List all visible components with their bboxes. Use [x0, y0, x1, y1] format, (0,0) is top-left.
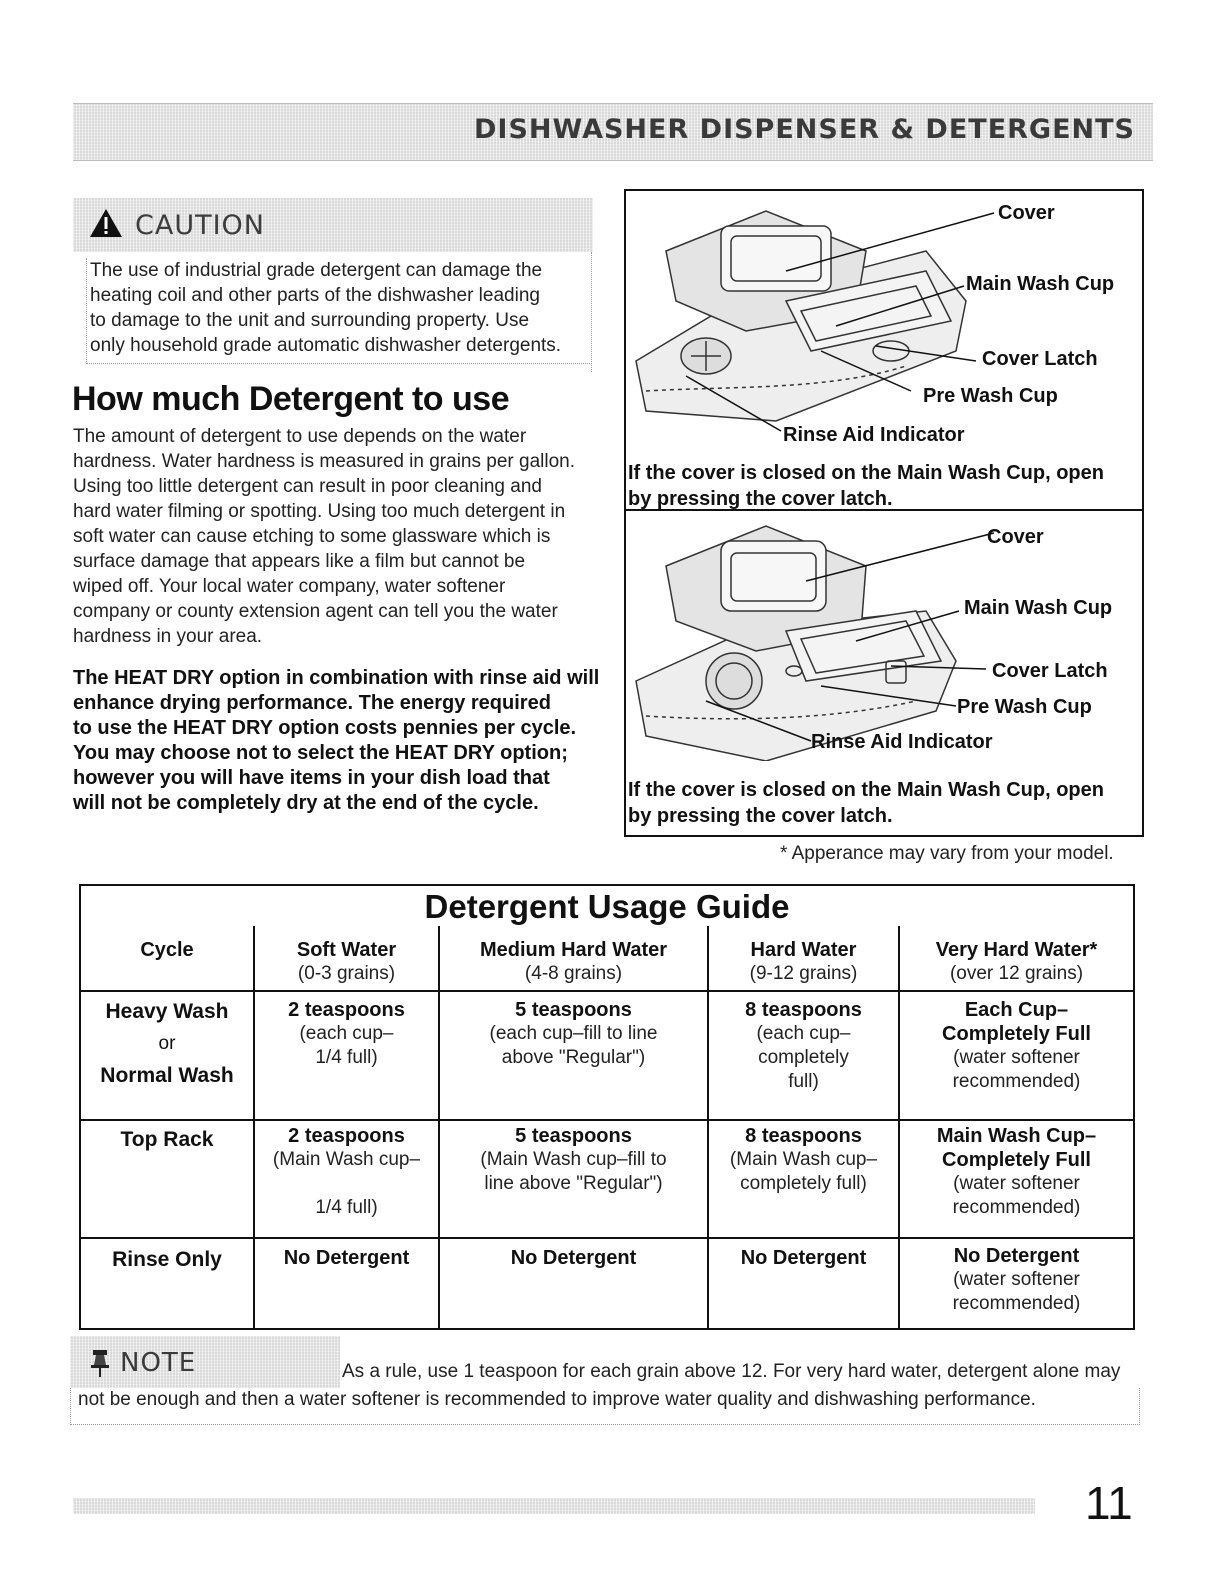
dispenser-diagram-2: [624, 509, 1144, 837]
warning-triangle-icon: [89, 208, 123, 238]
table-cell: 5 teaspoons (each cup–fill to line above "Regular"): [489, 999, 658, 1068]
label-rinse-aid-indicator: Rinse Aid Indicator: [811, 731, 993, 753]
caution-header: [73, 198, 593, 252]
caution-text: The use of industrial grade detergent can damage the heating coil and other parts of the dishwasher leading to damage to the unit and surrounding property. Use only household grade automatic dishwasher detergents.: [86, 258, 590, 364]
dispenser-illustration-2: [626, 511, 1142, 761]
label-cover: Cover: [998, 202, 1055, 224]
dispenser-illustration-1: [626, 191, 1142, 441]
caution-title: CAUTION: [135, 210, 265, 241]
label-cover-latch: Cover Latch: [992, 660, 1108, 682]
label-rinse-aid-indicator: Rinse Aid Indicator: [783, 424, 965, 446]
table-cell: 5 teaspoons (Main Wash cup–fill to line above "Regular"): [480, 1125, 667, 1194]
diagram-caption: If the cover is closed on the Main Wash Cup, open by pressing the cover latch.: [628, 779, 1104, 827]
page-title: DISHWASHER DISPENSER & DETERGENTS: [474, 114, 1135, 145]
note-header: [70, 1336, 340, 1388]
column-header-very-hard-water: Very Hard Water* (over 12 grains): [935, 939, 1098, 984]
column-header-soft-water: Soft Water (0-3 grains): [296, 939, 397, 984]
heat-dry-note: The HEAT DRY option in combination with rinse aid will enhance drying performance. The energy required to use the HEAT DRY option costs pennies per cycle. You may choose not to select the HEAT DRY option; however you will have items in your dish load that will not be completely dry at the end of the cycle.: [73, 667, 600, 814]
table-cell: No Detergent: [510, 1247, 637, 1269]
label-pre-wash-cup: Pre Wash Cup: [923, 385, 1058, 407]
table-cell: No Detergent: [740, 1247, 867, 1269]
label-pre-wash-cup: Pre Wash Cup: [957, 696, 1092, 718]
table-row-cycle: Top Rack: [120, 1128, 214, 1151]
note-box: [70, 1336, 1140, 1426]
table-cell: No Detergent: [283, 1247, 410, 1269]
table-cell: 2 teaspoons (each cup– 1/4 full): [288, 999, 405, 1068]
label-cover-latch: Cover Latch: [982, 348, 1098, 370]
dispenser-diagram-1: [624, 189, 1144, 511]
page-number: 11: [1085, 1477, 1133, 1529]
appearance-note: * Apperance may vary from your model.: [780, 843, 1114, 864]
note-title: NOTE: [120, 1348, 197, 1378]
diagram-caption: If the cover is closed on the Main Wash Cup, open by pressing the cover latch.: [628, 462, 1104, 510]
section-body: The amount of detergent to use depends on the water hardness. Water hardness is measured in grains per gallon. Using too little detergent can result in poor cleaning and hard water filming or spotting. Using too much detergent in soft water can cause etching to some glassware which is surface damage that appears like a film but cannot be wiped off. Your local water company, water softener company or county extension agent can tell you the water hardness in your area.: [73, 426, 575, 647]
pushpin-icon: [88, 1348, 112, 1378]
table-cell: Each Cup– Completely Full (water softener recommended): [942, 999, 1091, 1092]
footer-bar: [73, 1498, 1035, 1514]
note-text-line-2: not be enough and then a water softener is recommended to improve water quality and dishwashing performance.: [78, 1389, 1036, 1410]
column-header-hard-water: Hard Water (9-12 grains): [749, 939, 858, 984]
table-row-cycle: Rinse Only: [112, 1248, 222, 1271]
label-cover: Cover: [987, 526, 1044, 548]
column-header-cycle: Cycle: [140, 939, 194, 961]
note-text-line-1: As a rule, use 1 teaspoon for each grain above 12. For very hard water, detergent alone may: [342, 1361, 1121, 1382]
caution-box: [73, 198, 593, 372]
section-heading: How much Detergent to use: [72, 380, 510, 418]
detergent-usage-guide: [79, 884, 1135, 1330]
column-header-medium-hard-water: Medium Hard Water (4-8 grains): [479, 939, 668, 984]
table-cell: 2 teaspoons (Main Wash cup– 1/4 full): [272, 1125, 421, 1218]
label-main-wash-cup: Main Wash Cup: [966, 273, 1115, 295]
table-row-cycle: Heavy Wash or Normal Wash: [100, 1000, 234, 1087]
table-cell: 8 teaspoons (Main Wash cup– completely full): [729, 1125, 878, 1194]
header-banner: [73, 103, 1153, 161]
table-title: Detergent Usage Guide: [424, 888, 790, 925]
label-main-wash-cup: Main Wash Cup: [964, 597, 1113, 619]
table-cell: 8 teaspoons (each cup– completely full): [745, 999, 862, 1092]
table-cell: Main Wash Cup– Completely Full (water softener recommended): [936, 1125, 1097, 1218]
table-cell: No Detergent (water softener recommended): [952, 1245, 1081, 1314]
